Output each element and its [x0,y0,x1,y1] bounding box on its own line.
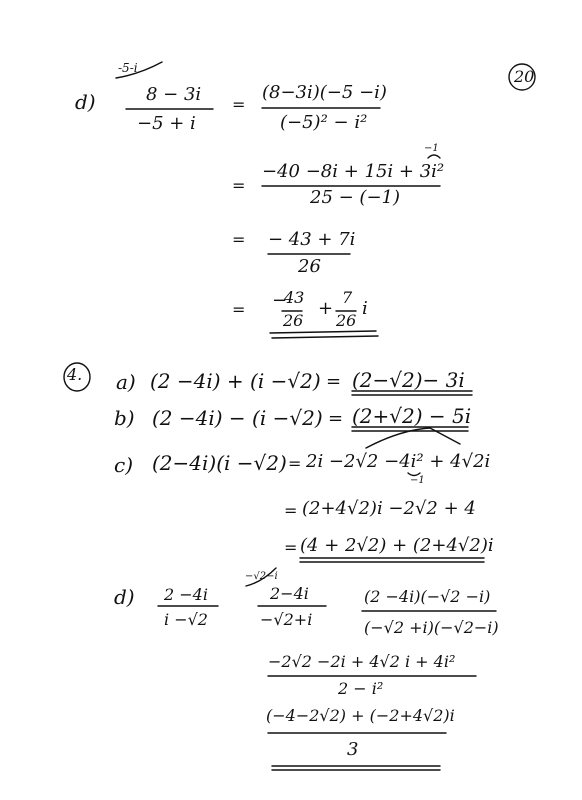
part-c-equals-3: = [284,538,298,557]
part-d1-lhs-denominator: −5 + i [137,113,196,134]
part-d1-step2-denominator: 25 − (−1) [310,187,401,208]
part-c-step3: (4 + 2√2) + (2+4√2)i [300,535,494,556]
part-d1-step2-note: −1 [424,143,439,154]
annotation-link [430,428,460,444]
part-d2-rhs-numerator: (2 −4i)(−√2 −i) [364,587,491,606]
part-a-label: a) [116,370,136,394]
part-d2-rhs-denominator: (−√2 +i)(−√2−i) [364,618,499,637]
part-d2-mid-numerator: 2−4i [270,584,309,603]
annotation-link [366,428,430,448]
part-b-result: (2+√2) − 5i [352,404,472,428]
part-a-equals: = [326,371,342,392]
part-d2-lhs-numerator: 2 −4i [164,585,208,604]
part-c-label: c) [114,453,134,477]
part-b-equals: = [328,408,344,429]
part-d1-lhs-numerator: 8 − 3i [146,84,202,105]
part-d1-step3-denominator: 26 [298,256,321,277]
part-d2-step3-denominator: 3 [347,739,359,760]
result-underline [270,331,376,333]
part-d2-step3-numerator: (−4−2√2) + (−2+4√2)i [266,706,455,725]
part-d2-mid-denominator: −√2+i [260,610,313,629]
part-d1-result-plus: + [318,298,334,319]
part-c-step1-note: −1 [410,475,425,486]
part-d1-result-b-denominator: 26 [336,311,357,330]
part-d1-equals-2: = [232,176,246,195]
problem-number: 4. [67,365,83,384]
part-d2-step2-numerator: −2√2 −2i + 4√2 i + 4i² [268,652,456,671]
part-d1-conjugate-note: -5-i [118,61,138,75]
part-b-label: b) [114,406,135,430]
part-d1-step2-numerator: −40 −8i + 15i + 3i² [262,161,445,182]
part-d1-result-i: i [362,298,368,319]
part-b-expression: (2 −4i) − (i −√2) [152,406,323,430]
part-d1-step1-denominator: (−5)² − i² [280,112,368,133]
annotation-arc [428,155,440,158]
part-d2-label: d) [114,585,135,609]
part-d1-result-a-denominator: 26 [283,311,304,330]
part-a-expression: (2 −4i) + (i −√2) [150,369,321,393]
part-c-equals-2: = [284,501,298,520]
part-d1-step1-numerator: (8−3i)(−5 −i) [262,82,387,103]
part-c-expression: (2−4i)(i −√2) [152,451,287,475]
part-d1-result-b-numerator: 7 [342,288,353,307]
part-d1-step3-numerator: − 43 + 7i [268,229,356,250]
part-c-step2: (2+4√2)i −2√2 + 4 [302,498,476,519]
part-d1-label: d) [75,90,96,114]
part-d1-equals-1: = [232,95,246,114]
part-c-equals-1: = [288,454,302,473]
part-d1-equals-3: = [232,230,246,249]
part-d2-step2-denominator: 2 − i² [338,679,384,698]
part-d1-result-a-numerator: 43 [284,288,305,307]
part-d2-lhs-denominator: i −√2 [164,610,208,629]
page-number: 20 [514,67,535,86]
part-c-step1: 2i −2√2 −4i² + 4√2i [306,451,491,472]
part-d2-conjugate-note: −√2−i [245,571,278,582]
part-a-result: (2−√2)− 3i [352,368,465,392]
result-underline [272,336,378,338]
part-d1-equals-4: = [232,300,246,319]
part-d1-result-minus: − [272,290,288,311]
